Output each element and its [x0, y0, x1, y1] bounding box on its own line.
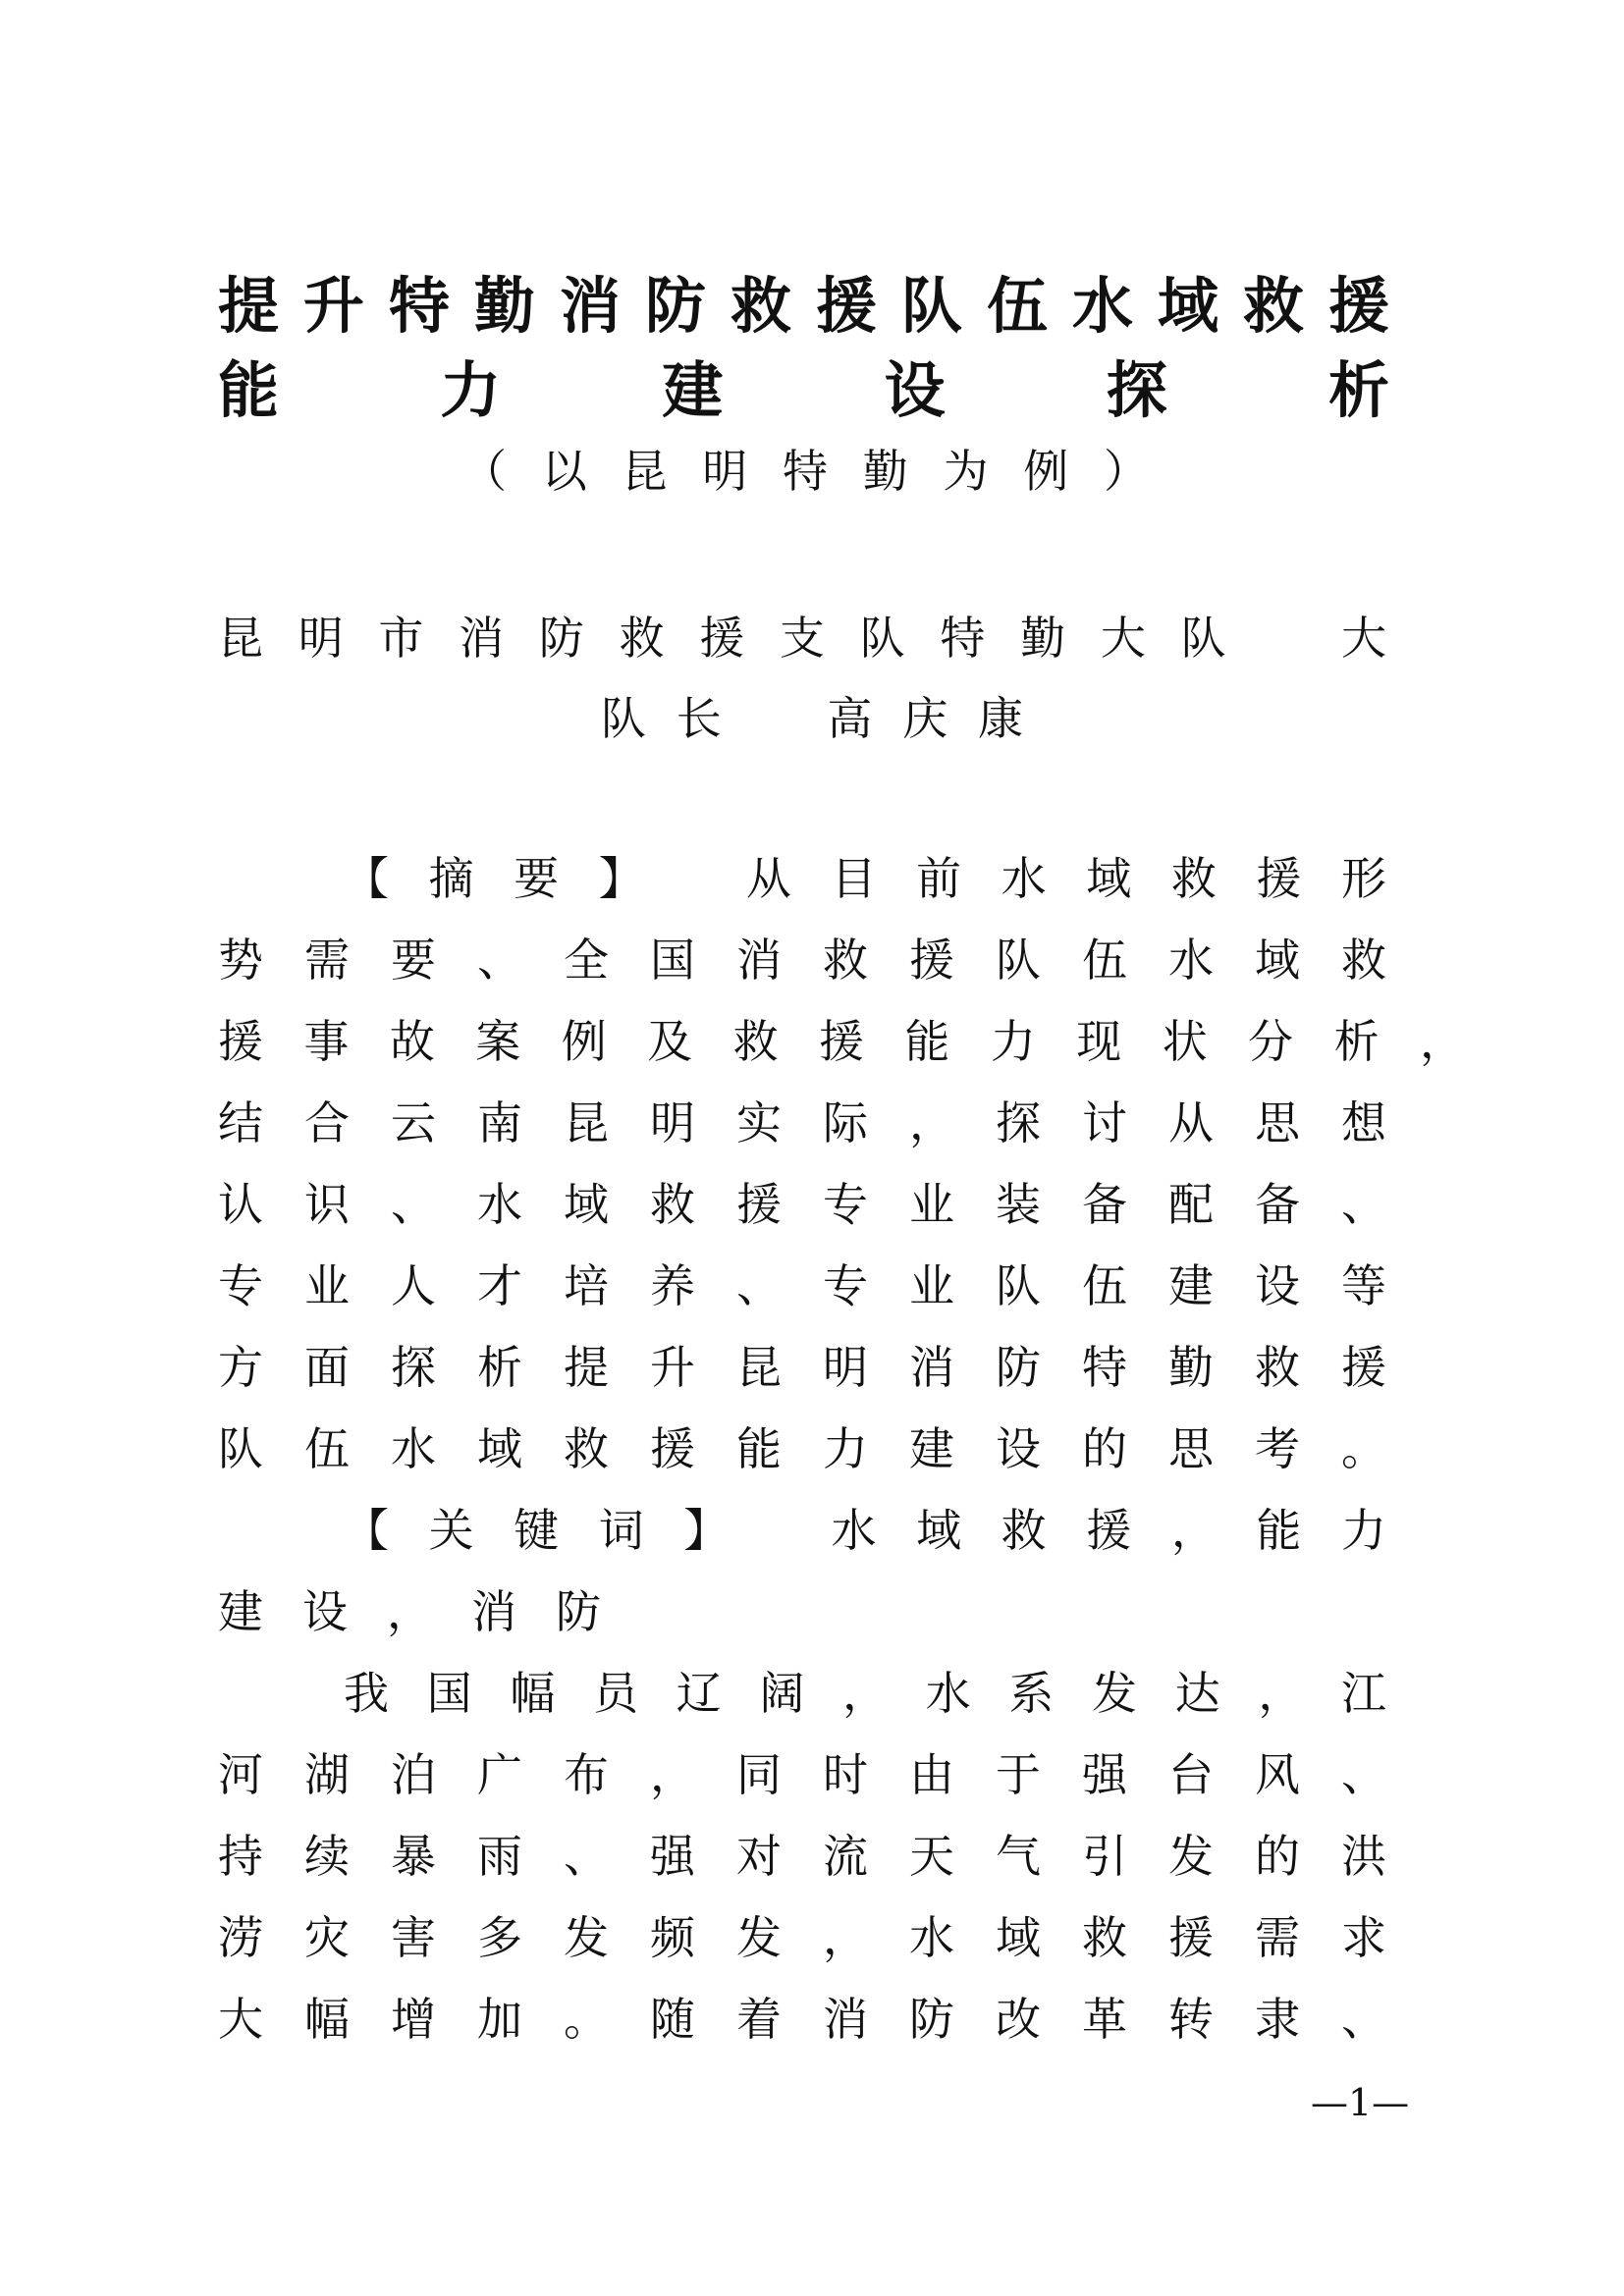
body-paragraph-line: 持续暴雨、强对流天气引发的洪 [218, 1830, 1386, 1883]
abstract-line: 专业人才培养、专业队伍建设等 [218, 1259, 1386, 1312]
abstract-line: 势需要、全国消救援队伍水域救 [218, 934, 1386, 987]
abstract-line: 方面探析提升昆明消防特勤救援 [218, 1341, 1386, 1394]
page-number: —1— [1311, 2081, 1410, 2124]
author-line-1: 昆明市消防救援支队特勤大队 大 [218, 612, 1386, 665]
abstract-line: 队伍水域救援能力建设的思考。 [218, 1422, 1386, 1475]
keywords-line: 建设，消防 [218, 1585, 640, 1638]
abstract-line: 结合云南昆明实际，探讨从思想 [218, 1096, 1386, 1149]
document-title-line-2: 能力建设探析 [218, 354, 1406, 426]
body-paragraph-line: 大幅增加。随着消防改革转隶、 [218, 1993, 1386, 2046]
abstract-line: 【摘要】 从目前水域救援形 [344, 852, 1386, 905]
keywords-line: 【关键词】 水域救援，能力 [344, 1504, 1386, 1557]
abstract-line: 援事故案例及救援能力现状分析， [218, 1015, 1465, 1068]
body-paragraph-line: 我国幅员辽阔，水系发达，江 [344, 1667, 1386, 1720]
document-title-line-1: 提升特勤消防救援队伍水域救援 [218, 270, 1406, 342]
abstract-line: 认识、水域救援专业装备配备、 [218, 1178, 1386, 1231]
body-paragraph-line: 涝灾害多发频发，水域救援需求 [218, 1911, 1386, 1964]
document-subtitle: （以昆明特勤为例） [461, 445, 1149, 498]
body-paragraph-line: 河湖泊广布，同时由于强台风、 [218, 1748, 1386, 1801]
author-line-2: 队长 高庆康 [601, 692, 1023, 745]
